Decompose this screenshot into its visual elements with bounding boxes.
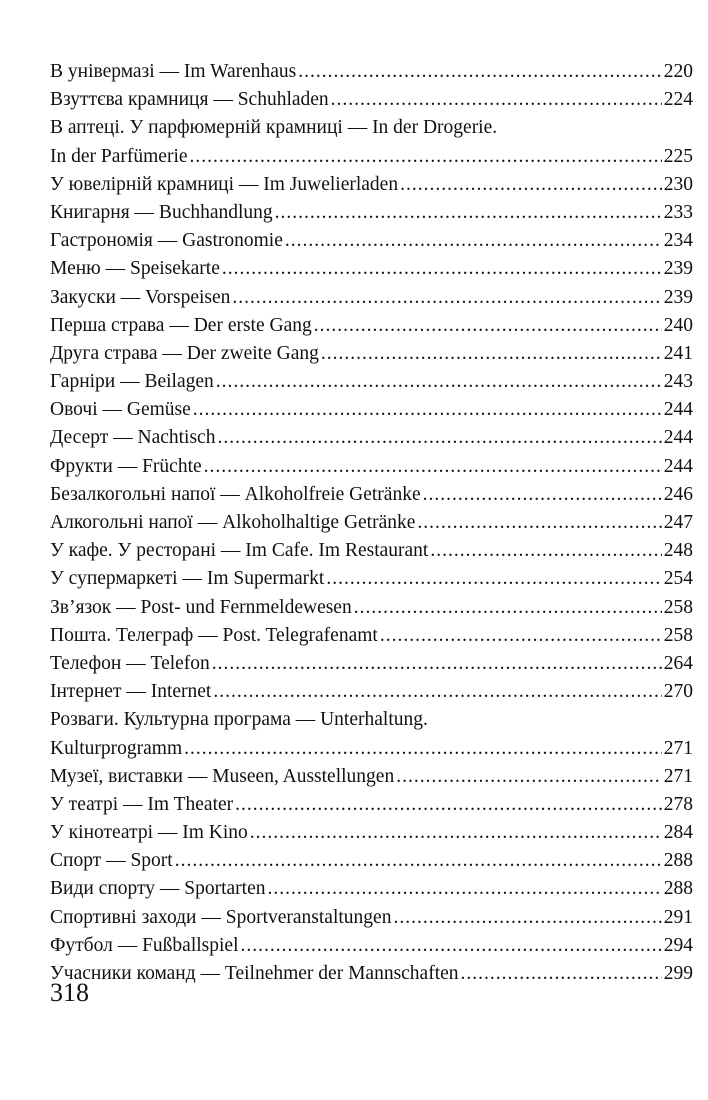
toc-entry-page: 288 — [663, 878, 693, 900]
toc-entry-page: 278 — [663, 793, 693, 815]
toc-entry-title: Спортивні заходи — Sportveranstaltungen — [50, 906, 392, 928]
table-of-contents — [50, 58, 693, 988]
dot-leader — [321, 340, 662, 368]
toc-entry-title: Книгарня — Buchhandlung — [50, 201, 273, 223]
toc-entry-page: 241 — [663, 342, 693, 364]
toc-entry-page: 224 — [663, 89, 693, 111]
toc-entry-page: 258 — [663, 596, 693, 618]
toc-entry-page: 270 — [663, 681, 693, 703]
toc-entry — [50, 171, 693, 199]
toc-entry — [50, 509, 693, 537]
dot-leader — [326, 565, 661, 593]
page-number: 318 — [50, 978, 89, 1007]
toc-entry-title: Меню — Speisekarte — [50, 258, 220, 280]
toc-entry-page: 299 — [663, 963, 693, 984]
dot-leader — [232, 284, 661, 312]
toc-entry-page: 239 — [663, 286, 693, 308]
toc-entry-page: 240 — [663, 314, 693, 336]
toc-entry-title: Алкогольні напої — Alkoholhaltige Getränke — [50, 512, 416, 533]
toc-entry-title: Друга страва — Der zweite Gang — [50, 342, 319, 364]
toc-entry — [50, 255, 693, 283]
toc-entry — [50, 622, 693, 650]
toc-entry — [50, 650, 693, 678]
toc-entry — [50, 594, 693, 622]
dot-leader — [275, 199, 662, 227]
toc-entry-title: У ювелірній крамниці — Im Juwelierladen — [50, 173, 399, 195]
toc-entry-page: 284 — [663, 822, 693, 844]
dot-leader — [393, 904, 661, 932]
dot-leader — [298, 58, 662, 86]
toc-entry-title: Інтернет — Internet — [50, 681, 212, 703]
toc-entry-page: 225 — [663, 145, 693, 167]
toc-entry — [50, 960, 693, 988]
dot-leader — [193, 396, 662, 424]
toc-entry — [50, 537, 693, 565]
toc-entry — [50, 143, 693, 171]
toc-entry-page: 233 — [663, 201, 693, 223]
toc-entry-page: 248 — [663, 540, 693, 562]
toc-entry — [50, 312, 693, 340]
toc-entry — [50, 904, 693, 932]
toc-entry-page: 244 — [663, 455, 693, 477]
toc-entry — [50, 199, 693, 227]
toc-entry — [50, 86, 693, 114]
toc-entry-title: У кінотеатрі — Im Kino — [50, 822, 248, 844]
toc-entry-page: 291 — [663, 906, 693, 928]
toc-entry — [50, 847, 693, 875]
toc-entry-title: In der Parfümerie — [50, 145, 188, 167]
toc-entry-title: Пошта. Телеграф — Post. Telegrafenamt — [50, 624, 378, 646]
toc-entry — [50, 932, 693, 960]
dot-leader — [380, 622, 662, 650]
toc-entry — [50, 453, 693, 481]
toc-entry-title: Фрукти — Früchte — [50, 455, 202, 477]
toc-entry — [50, 819, 693, 847]
toc-entry-page: 247 — [663, 512, 693, 533]
toc-entry-title: Перша страва — Der erste Gang — [50, 314, 312, 336]
dot-leader — [190, 143, 662, 171]
toc-entry-page: 288 — [663, 850, 693, 872]
dot-leader — [417, 509, 661, 537]
toc-entry-title: Десерт — Nachtisch — [50, 427, 216, 449]
dot-leader — [184, 735, 662, 763]
toc-entry-first-line: В аптеці. У парфюмерній крамниці — In der Drogerie. — [50, 117, 498, 139]
dot-leader — [175, 847, 662, 875]
dot-leader — [268, 875, 662, 903]
toc-entry-title: Овочі — Gemüse — [50, 399, 191, 421]
toc-entry-title: У кафе. У ресторані — Im Cafe. Im Restaurant — [50, 540, 429, 562]
toc-entry-page: 271 — [663, 737, 693, 759]
dot-leader — [423, 481, 662, 509]
toc-entry-title: У театрі — Im Theater — [50, 793, 234, 815]
toc-entry-page: 243 — [663, 371, 693, 393]
toc-entry-page: 246 — [663, 483, 693, 505]
toc-entry — [50, 875, 693, 903]
toc-entry-page: 258 — [663, 624, 693, 646]
dot-leader — [241, 932, 662, 960]
dot-leader — [331, 86, 662, 114]
toc-entry — [50, 396, 693, 424]
toc-entry-first-line: Розваги. Культурна програма — Unterhaltung. — [50, 709, 428, 731]
toc-entry-title: Футбол — Fußballspiel — [50, 934, 239, 956]
toc-entry-title: Гастрономія — Gastronomie — [50, 230, 283, 252]
dot-leader — [222, 255, 662, 283]
toc-entry-title: Телефон — Telefon — [50, 652, 210, 674]
toc-entry-title: Види спорту — Sportarten — [50, 878, 266, 900]
toc-entry-title: Взуттєва крамниця — Schuhladen — [50, 89, 329, 111]
toc-entry — [50, 791, 693, 819]
dot-leader — [235, 791, 662, 819]
dot-leader — [285, 227, 662, 255]
toc-entry — [50, 481, 693, 509]
toc-entry-page: 294 — [663, 934, 693, 956]
toc-entry-title: Музеї, виставки — Museen, Ausstellungen — [50, 765, 395, 787]
toc-entry-title: У супермаркеті — Im Supermarkt — [50, 568, 325, 590]
dot-leader — [314, 312, 662, 340]
toc-entry — [50, 58, 693, 86]
toc-entry-page: 271 — [663, 765, 693, 787]
dot-leader — [354, 594, 662, 622]
toc-entry — [50, 227, 693, 255]
dot-leader — [396, 763, 662, 791]
toc-entry-page: 244 — [663, 399, 693, 421]
toc-entry — [50, 424, 693, 452]
dot-leader — [216, 368, 662, 396]
dot-leader — [204, 453, 662, 481]
toc-entry-title: В універмазі — Im Warenhaus — [50, 61, 297, 82]
toc-entry — [50, 678, 693, 706]
toc-entry-page: 264 — [663, 652, 693, 674]
toc-entry — [50, 368, 693, 396]
toc-entry-title: Гарніри — Beilagen — [50, 371, 214, 393]
toc-entry — [50, 565, 693, 593]
toc-entry — [50, 340, 693, 368]
toc-entry-title: Kulturprogramm — [50, 737, 183, 759]
toc-entry-page: 220 — [663, 61, 693, 82]
toc-entry-page: 254 — [663, 568, 693, 590]
dot-leader — [213, 678, 661, 706]
toc-entry-title: Спорт — Sport — [50, 850, 173, 872]
dot-leader — [461, 960, 662, 988]
toc-entry-title: Зв’язок — Post- und Fernmeldewesen — [50, 596, 352, 618]
dot-leader — [400, 171, 662, 199]
toc-entry-page: 239 — [663, 258, 693, 280]
dot-leader — [250, 819, 662, 847]
toc-entry-title: Учасники команд — Teilnehmer der Mannschaften — [50, 963, 459, 984]
toc-entry-page: 244 — [663, 427, 693, 449]
dot-leader — [212, 650, 662, 678]
toc-entry-title: Безалкогольні напої — Alkoholfreie Getränke — [50, 483, 421, 505]
toc-entry-page: 234 — [663, 230, 693, 252]
toc-entry — [50, 763, 693, 791]
toc-entry — [50, 735, 693, 763]
dot-leader — [217, 424, 661, 452]
toc-entry — [50, 284, 693, 312]
dot-leader — [430, 537, 661, 565]
toc-entry-title: Закуски — Vorspeisen — [50, 286, 231, 308]
toc-entry-page: 230 — [663, 173, 693, 195]
